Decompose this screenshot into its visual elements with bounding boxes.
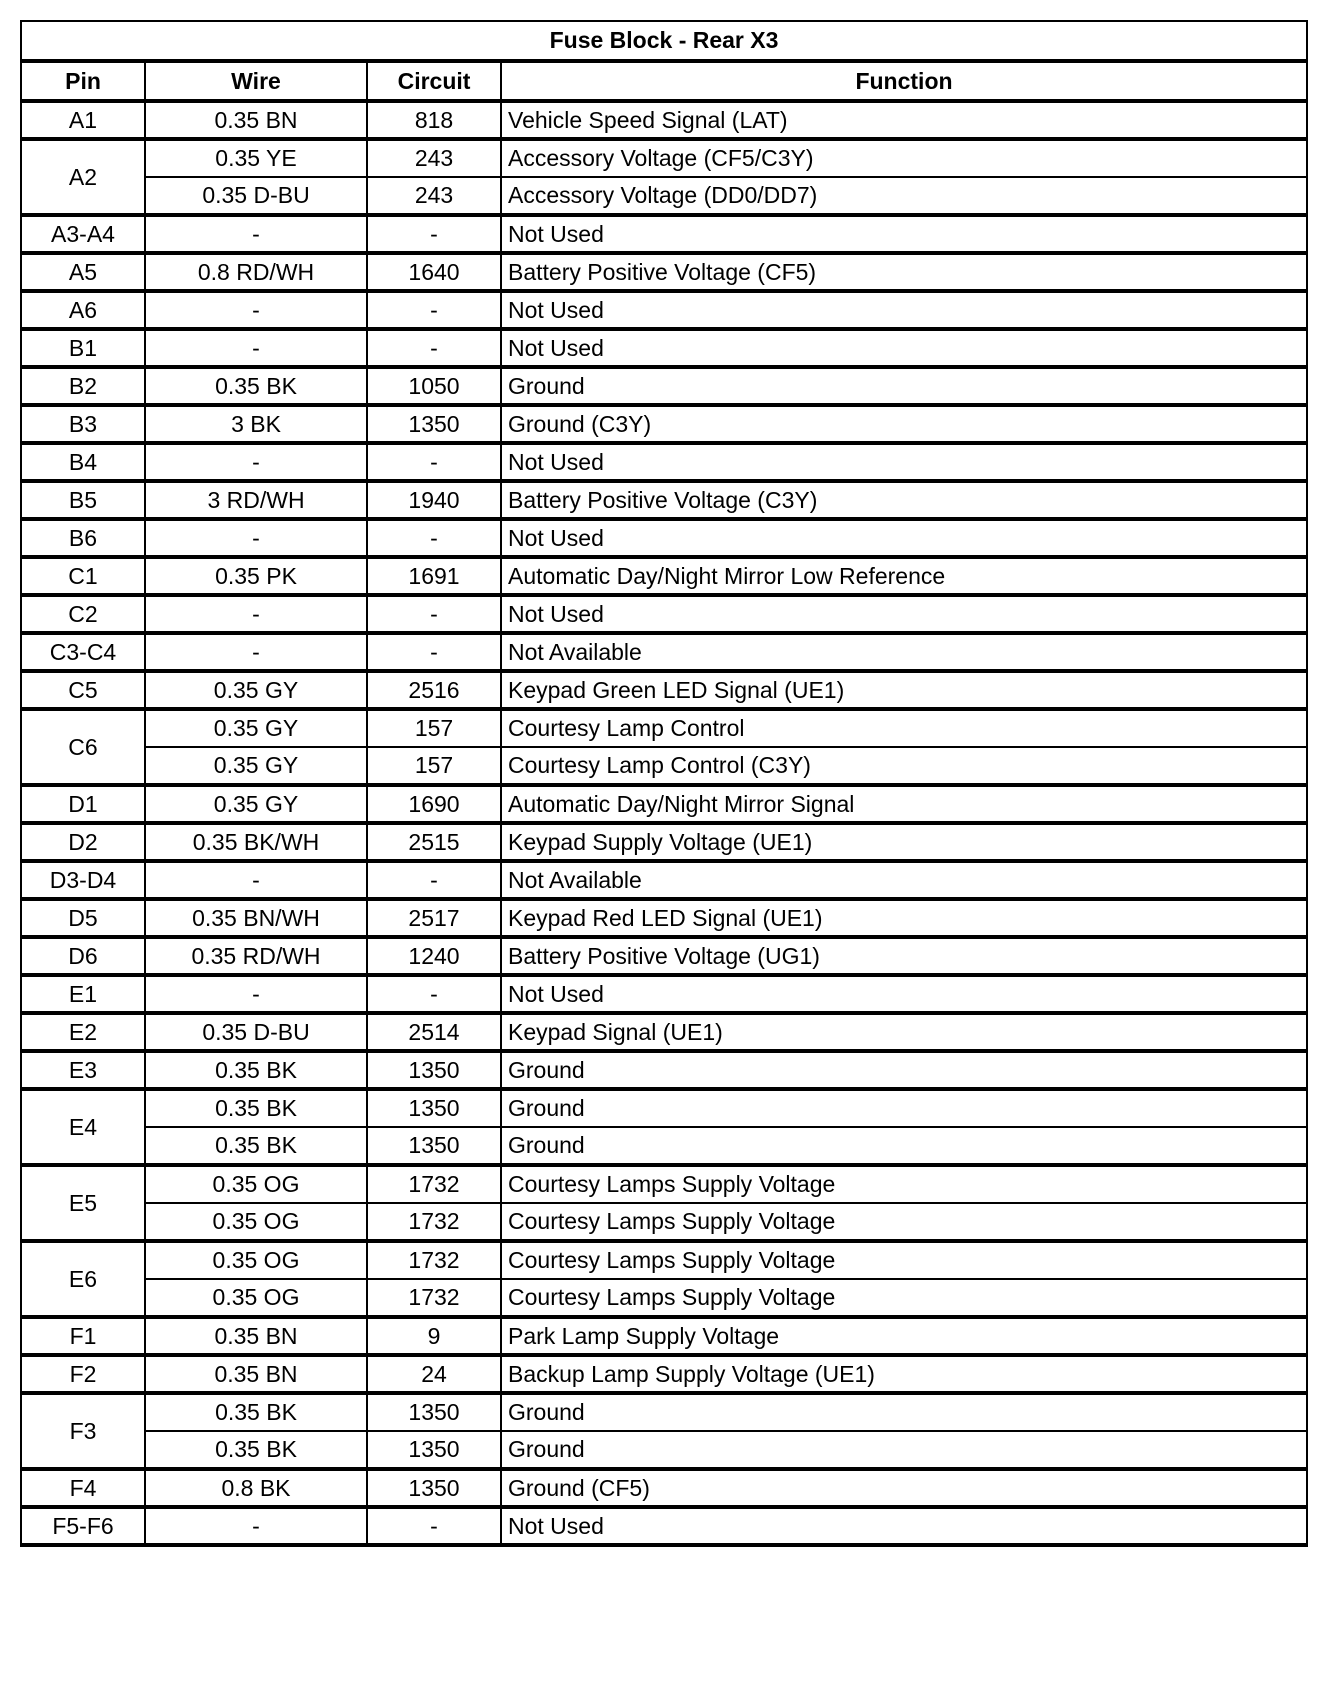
cell-wire: 0.35 OG <box>145 1241 367 1279</box>
cell-function: Ground (C3Y) <box>501 405 1307 443</box>
cell-wire: - <box>145 1507 367 1545</box>
cell-circuit: 1350 <box>367 405 501 443</box>
cell-wire: 0.35 BK <box>145 1089 367 1127</box>
cell-circuit: 1050 <box>367 367 501 405</box>
cell-wire: 0.35 BN <box>145 1355 367 1393</box>
cell-function: Ground <box>501 367 1307 405</box>
cell-circuit: 1350 <box>367 1051 501 1089</box>
cell-pin: C1 <box>21 557 145 595</box>
cell-wire: - <box>145 595 367 633</box>
table-row <box>21 1507 1307 1545</box>
cell-pin: B5 <box>21 481 145 519</box>
table-row <box>21 215 1307 253</box>
table-row <box>21 1431 1307 1469</box>
table-row <box>21 177 1307 215</box>
table-body <box>21 101 1307 1545</box>
cell-wire: 0.35 BK <box>145 1393 367 1431</box>
table-row <box>21 937 1307 975</box>
table-row <box>21 1355 1307 1393</box>
cell-function: Not Available <box>501 633 1307 671</box>
cell-function: Courtesy Lamps Supply Voltage <box>501 1165 1307 1203</box>
table-row <box>21 899 1307 937</box>
cell-wire: - <box>145 215 367 253</box>
table-row <box>21 671 1307 709</box>
table-row <box>21 785 1307 823</box>
cell-pin: E3 <box>21 1051 145 1089</box>
cell-function: Ground <box>501 1127 1307 1165</box>
cell-wire: 0.8 BK <box>145 1469 367 1507</box>
table-row <box>21 1469 1307 1507</box>
cell-function: Accessory Voltage (DD0/DD7) <box>501 177 1307 215</box>
cell-function: Not Used <box>501 291 1307 329</box>
cell-circuit: - <box>367 1507 501 1545</box>
cell-circuit: 1690 <box>367 785 501 823</box>
cell-function: Not Used <box>501 595 1307 633</box>
cell-function: Not Available <box>501 861 1307 899</box>
cell-pin: E2 <box>21 1013 145 1051</box>
cell-wire: 0.35 YE <box>145 139 367 177</box>
cell-function: Not Used <box>501 443 1307 481</box>
cell-wire: 0.35 BK/WH <box>145 823 367 861</box>
cell-circuit: 2517 <box>367 899 501 937</box>
table-row <box>21 253 1307 291</box>
cell-function: Backup Lamp Supply Voltage (UE1) <box>501 1355 1307 1393</box>
table-row <box>21 1279 1307 1317</box>
header-circuit: Circuit <box>367 61 501 101</box>
cell-function: Battery Positive Voltage (UG1) <box>501 937 1307 975</box>
cell-function: Keypad Green LED Signal (UE1) <box>501 671 1307 709</box>
cell-function: Courtesy Lamps Supply Voltage <box>501 1279 1307 1317</box>
table-row <box>21 1127 1307 1165</box>
cell-circuit: 1350 <box>367 1089 501 1127</box>
cell-circuit: 2514 <box>367 1013 501 1051</box>
cell-circuit: 1940 <box>367 481 501 519</box>
cell-function: Not Used <box>501 329 1307 367</box>
cell-pin: B3 <box>21 405 145 443</box>
table-row <box>21 443 1307 481</box>
table-row <box>21 633 1307 671</box>
cell-circuit: 243 <box>367 177 501 215</box>
cell-circuit: 1732 <box>367 1165 501 1203</box>
cell-wire: 0.35 GY <box>145 747 367 785</box>
cell-wire: 0.35 PK <box>145 557 367 595</box>
table-row <box>21 291 1307 329</box>
table-row <box>21 139 1307 177</box>
table-row <box>21 101 1307 139</box>
cell-pin: A6 <box>21 291 145 329</box>
cell-pin: E1 <box>21 975 145 1013</box>
table-row <box>21 367 1307 405</box>
cell-function: Automatic Day/Night Mirror Signal <box>501 785 1307 823</box>
table-row <box>21 975 1307 1013</box>
cell-pin: D2 <box>21 823 145 861</box>
cell-circuit: 1350 <box>367 1127 501 1165</box>
table-row <box>21 405 1307 443</box>
table-row <box>21 595 1307 633</box>
table-row <box>21 1241 1307 1279</box>
cell-pin: B2 <box>21 367 145 405</box>
cell-function: Courtesy Lamp Control (C3Y) <box>501 747 1307 785</box>
cell-pin: B6 <box>21 519 145 557</box>
cell-function: Park Lamp Supply Voltage <box>501 1317 1307 1355</box>
cell-circuit: 1350 <box>367 1431 501 1469</box>
table-row <box>21 861 1307 899</box>
cell-wire: - <box>145 975 367 1013</box>
header-pin: Pin <box>21 61 145 101</box>
cell-function: Courtesy Lamp Control <box>501 709 1307 747</box>
cell-pin: B4 <box>21 443 145 481</box>
table-row <box>21 519 1307 557</box>
cell-function: Courtesy Lamps Supply Voltage <box>501 1203 1307 1241</box>
fuse-block-table <box>20 20 1308 1547</box>
cell-wire: 3 RD/WH <box>145 481 367 519</box>
cell-circuit: - <box>367 595 501 633</box>
cell-pin: D1 <box>21 785 145 823</box>
cell-function: Ground <box>501 1051 1307 1089</box>
table-row <box>21 1165 1307 1203</box>
cell-pin: E6 <box>21 1241 145 1317</box>
cell-wire: - <box>145 329 367 367</box>
table-row <box>21 557 1307 595</box>
cell-circuit: - <box>367 861 501 899</box>
cell-function: Battery Positive Voltage (C3Y) <box>501 481 1307 519</box>
cell-wire: 0.8 RD/WH <box>145 253 367 291</box>
table-row <box>21 747 1307 785</box>
cell-function: Ground <box>501 1431 1307 1469</box>
cell-function: Not Used <box>501 975 1307 1013</box>
cell-function: Automatic Day/Night Mirror Low Reference <box>501 557 1307 595</box>
cell-circuit: - <box>367 975 501 1013</box>
cell-wire: - <box>145 443 367 481</box>
cell-wire: 0.35 BN <box>145 101 367 139</box>
table-row <box>21 1203 1307 1241</box>
cell-circuit: 1732 <box>367 1241 501 1279</box>
cell-circuit: - <box>367 329 501 367</box>
table-row <box>21 1393 1307 1431</box>
table-row <box>21 1051 1307 1089</box>
cell-function: Battery Positive Voltage (CF5) <box>501 253 1307 291</box>
cell-circuit: 2515 <box>367 823 501 861</box>
cell-wire: 0.35 GY <box>145 709 367 747</box>
cell-circuit: 1732 <box>367 1279 501 1317</box>
cell-pin: F2 <box>21 1355 145 1393</box>
cell-circuit: 9 <box>367 1317 501 1355</box>
cell-pin: D6 <box>21 937 145 975</box>
cell-circuit: 818 <box>367 101 501 139</box>
table-row <box>21 1317 1307 1355</box>
header-wire: Wire <box>145 61 367 101</box>
cell-circuit: 157 <box>367 747 501 785</box>
cell-wire: 0.35 D-BU <box>145 1013 367 1051</box>
table-row <box>21 823 1307 861</box>
cell-function: Keypad Supply Voltage (UE1) <box>501 823 1307 861</box>
table-row <box>21 709 1307 747</box>
cell-function: Ground (CF5) <box>501 1469 1307 1507</box>
cell-pin: C2 <box>21 595 145 633</box>
cell-wire: - <box>145 861 367 899</box>
cell-circuit: 243 <box>367 139 501 177</box>
cell-function: Ground <box>501 1089 1307 1127</box>
cell-wire: 0.35 BN/WH <box>145 899 367 937</box>
cell-wire: 3 BK <box>145 405 367 443</box>
cell-pin: C6 <box>21 709 145 785</box>
cell-wire: 0.35 BK <box>145 1051 367 1089</box>
cell-circuit: 1640 <box>367 253 501 291</box>
cell-wire: 0.35 OG <box>145 1279 367 1317</box>
cell-wire: 0.35 OG <box>145 1165 367 1203</box>
cell-wire: - <box>145 633 367 671</box>
cell-circuit: - <box>367 291 501 329</box>
cell-wire: 0.35 D-BU <box>145 177 367 215</box>
cell-circuit: 24 <box>367 1355 501 1393</box>
table-title: Fuse Block - Rear X3 <box>21 21 1307 61</box>
cell-pin: F5-F6 <box>21 1507 145 1545</box>
table-row <box>21 481 1307 519</box>
cell-circuit: 1691 <box>367 557 501 595</box>
cell-wire: 0.35 GY <box>145 785 367 823</box>
cell-pin: D3-D4 <box>21 861 145 899</box>
cell-function: Accessory Voltage (CF5/C3Y) <box>501 139 1307 177</box>
cell-pin: A1 <box>21 101 145 139</box>
table-row <box>21 1013 1307 1051</box>
cell-pin: F4 <box>21 1469 145 1507</box>
cell-function: Not Used <box>501 1507 1307 1545</box>
cell-function: Keypad Signal (UE1) <box>501 1013 1307 1051</box>
table-row <box>21 1089 1307 1127</box>
cell-wire: - <box>145 519 367 557</box>
cell-pin: E5 <box>21 1165 145 1241</box>
cell-pin: C5 <box>21 671 145 709</box>
cell-wire: 0.35 OG <box>145 1203 367 1241</box>
cell-wire: - <box>145 291 367 329</box>
cell-wire: 0.35 BK <box>145 367 367 405</box>
cell-wire: 0.35 RD/WH <box>145 937 367 975</box>
cell-circuit: 1732 <box>367 1203 501 1241</box>
cell-pin: A3-A4 <box>21 215 145 253</box>
cell-wire: 0.35 BN <box>145 1317 367 1355</box>
cell-pin: E4 <box>21 1089 145 1165</box>
cell-pin: A2 <box>21 139 145 215</box>
cell-pin: D5 <box>21 899 145 937</box>
cell-function: Vehicle Speed Signal (LAT) <box>501 101 1307 139</box>
cell-circuit: - <box>367 633 501 671</box>
cell-pin: F1 <box>21 1317 145 1355</box>
cell-pin: F3 <box>21 1393 145 1469</box>
cell-function: Keypad Red LED Signal (UE1) <box>501 899 1307 937</box>
cell-pin: A5 <box>21 253 145 291</box>
cell-circuit: 1350 <box>367 1469 501 1507</box>
cell-circuit: - <box>367 443 501 481</box>
cell-circuit: - <box>367 215 501 253</box>
cell-circuit: 1350 <box>367 1393 501 1431</box>
cell-circuit: 1240 <box>367 937 501 975</box>
cell-function: Courtesy Lamps Supply Voltage <box>501 1241 1307 1279</box>
cell-function: Not Used <box>501 215 1307 253</box>
cell-wire: 0.35 BK <box>145 1127 367 1165</box>
cell-circuit: 2516 <box>367 671 501 709</box>
cell-wire: 0.35 GY <box>145 671 367 709</box>
cell-pin: B1 <box>21 329 145 367</box>
header-function: Function <box>501 61 1307 101</box>
cell-circuit: 157 <box>367 709 501 747</box>
cell-function: Ground <box>501 1393 1307 1431</box>
cell-function: Not Used <box>501 519 1307 557</box>
table-row <box>21 329 1307 367</box>
cell-pin: C3-C4 <box>21 633 145 671</box>
cell-wire: 0.35 BK <box>145 1431 367 1469</box>
cell-circuit: - <box>367 519 501 557</box>
